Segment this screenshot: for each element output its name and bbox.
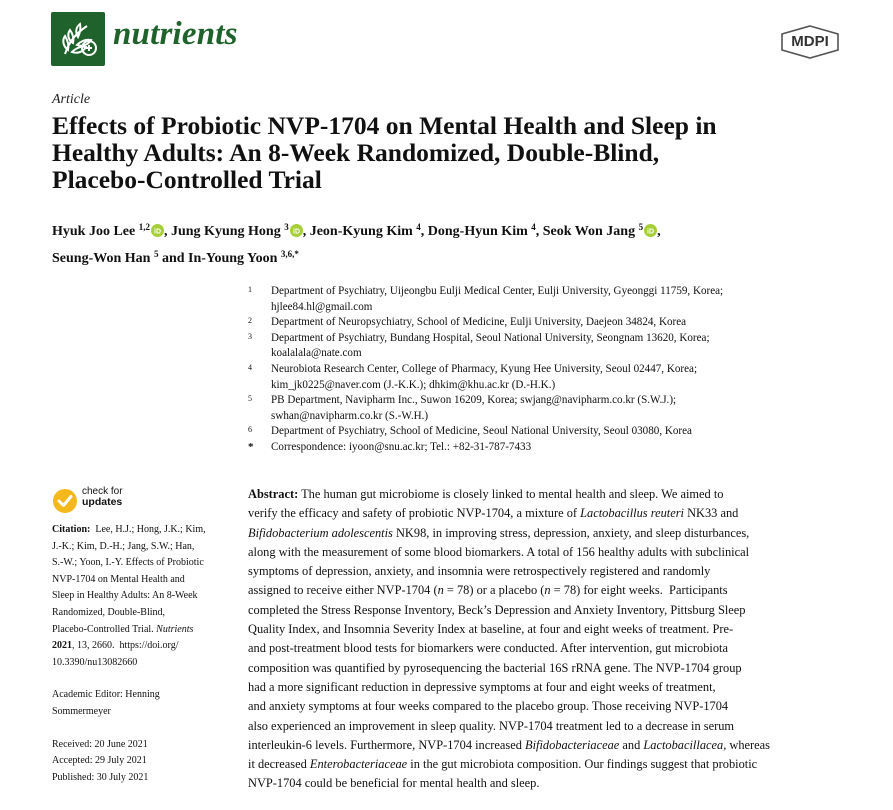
abstract-line: and anxiety symptoms at four weeks compared to the placebo group. Those receiving NVP-1704 xyxy=(248,699,729,714)
citation-label: Citation: xyxy=(52,524,91,535)
affiliation-number: 4 xyxy=(248,362,252,372)
citation-line: S.-W.; Yoon, I.-Y. Effects of Probiotic xyxy=(52,557,204,569)
author-affiliation-marker: 1,2 xyxy=(138,222,150,232)
affiliation-email[interactable]: kim_jk0225@naver.com (J.-K.K.); dhkim@khu.ac.kr (D.-H.K.) xyxy=(271,378,556,391)
citation-line xyxy=(52,522,232,539)
affiliation-number: 1 xyxy=(248,285,252,294)
abstract-species: Lactobacillacea xyxy=(643,737,724,752)
affiliation-item xyxy=(248,331,828,362)
citation-journal: Nutrients xyxy=(156,623,194,635)
published-date: Published: 30 July 2021 xyxy=(52,771,149,783)
academic-editor: Academic Editor: Henning xyxy=(52,689,160,701)
author-name: , Jeon-Kyung Kim xyxy=(302,224,417,239)
citation-block xyxy=(52,522,232,671)
author-affiliation-marker: 5 xyxy=(153,249,159,259)
check-updates-label xyxy=(82,487,123,507)
abstract-species: Lactobacillus reuteri xyxy=(580,506,684,521)
svg-text:iD: iD xyxy=(292,228,300,236)
publisher-name: MDPI xyxy=(791,33,829,50)
svg-text:iD: iD xyxy=(154,228,161,236)
citation-line: Sleep in Healthy Adults: An 8-Week xyxy=(52,590,198,602)
received-date: Received: 20 June 2021 xyxy=(52,738,148,750)
abstract-line xyxy=(248,755,853,774)
abstract-line xyxy=(248,736,853,755)
citation-line xyxy=(52,622,232,639)
abstract-line xyxy=(248,485,853,504)
abstract-line: Quality Index, and Insomnia Severity Index at baseline, at four and eight weeks of treatment. Pre- xyxy=(248,622,734,637)
author-affiliation-marker: 4 xyxy=(531,222,536,232)
affiliation-item xyxy=(248,315,828,331)
abstract-variable: n xyxy=(544,583,551,598)
affiliation-email[interactable]: koalalala@nate.com xyxy=(271,347,362,360)
abstract-line: completed the Stress Response Inventory, Beck’s Depression and Anxiety Inventory, Pittsburg Sleep xyxy=(248,602,746,617)
abstract-text: assigned to receive either NVP-1704 ( xyxy=(248,583,438,598)
abstract-label: Abstract: xyxy=(248,487,299,501)
affiliation-text: Department of Psychiatry, Bundang Hospital, Seoul National University, Seongnam 13620, Korea; xyxy=(271,331,710,344)
correspondence-text[interactable]: Correspondence: iyoon@snu.ac.kr; Tel.: +82-31-787-7433 xyxy=(271,440,532,453)
abstract-line: also experienced an improvement in sleep quality. NVP-1704 treatment led to a decrease in serum xyxy=(248,718,735,733)
abstract-species: Bifidobacterium adolescentis xyxy=(248,525,393,540)
affiliation-email[interactable]: hjlee84.hl@gmail.com xyxy=(271,300,373,313)
orcid-icon[interactable] xyxy=(151,224,164,237)
abstract xyxy=(248,485,853,794)
academic-editor-name: Sommermeyer xyxy=(52,705,111,717)
affiliation-item xyxy=(248,393,828,424)
svg-text:iD: iD xyxy=(647,228,655,236)
abstract-line: symptoms of depression, anxiety, and insomnia were retrospectively registered and randomly xyxy=(248,564,711,579)
citation-doi-prefix[interactable]: , 13, 2660. https://doi.org/ xyxy=(72,640,179,652)
author-name: and In-Young Yoon xyxy=(158,251,281,266)
abstract-variable: n xyxy=(437,583,444,598)
author-affiliation-marker: 3,6,* xyxy=(280,249,299,259)
affiliation-text: Department of Psychiatry, School of Medicine, Seoul National University, Seoul 03080, Korea xyxy=(271,425,692,438)
accepted-date: Accepted: 29 July 2021 xyxy=(52,755,147,767)
citation-year: 2021 xyxy=(52,640,72,652)
abstract-text: = 78) for eight weeks. Participants xyxy=(550,583,728,598)
abstract-line: composition was quantified by pyrosequencing the bacterial 16S rRNA gene. The NVP-1704 group xyxy=(248,660,742,675)
title-line: Effects of Probiotic NVP-1704 on Mental Health and Sleep in xyxy=(52,111,717,140)
check-updates-line2: updates xyxy=(82,496,123,508)
affiliation-list xyxy=(248,284,828,456)
affiliation-number: 3 xyxy=(248,331,252,341)
citation-line: J.-K.; Kim, D.-H.; Jang, S.W.; Han, xyxy=(52,540,195,552)
affiliation-item xyxy=(248,424,828,440)
author-name: , Seok Won Jang xyxy=(535,224,639,239)
abstract-line xyxy=(248,581,853,600)
affiliation-number: 5 xyxy=(248,394,252,404)
orcid-icon[interactable] xyxy=(290,224,303,237)
author-affiliation-marker: 5 xyxy=(638,222,644,232)
abstract-line: had a more significant reduction in depressive symptoms at four and eight weeks of treatment, xyxy=(248,679,716,694)
affiliation-number: 6 xyxy=(248,425,252,435)
abstract-species: Enterobacteriaceae xyxy=(309,757,408,772)
title-line: Placebo-Controlled Trial xyxy=(52,165,322,194)
author-line: Hyuk Joo Lee $^{1,2}$ iD , Jung Kyung Hong $^3$ iD , Jeon-Kyung Kim $^4$, Dong-Hyun Kim $^4$, Seok Won Jang $^5$ iD , xyxy=(52,222,661,239)
check-for-updates-badge[interactable] xyxy=(52,486,232,518)
abstract-text: = 78) or a placebo ( xyxy=(443,583,545,598)
affiliation-email[interactable]: swhan@navipharm.co.kr (S.-W.H.) xyxy=(271,409,429,422)
affiliation-item xyxy=(248,362,828,393)
abstract-line xyxy=(248,524,853,543)
abstract-species: Bifidobacteriaceae xyxy=(525,737,620,752)
citation-line: Randomized, Double-Blind, xyxy=(52,606,166,618)
affiliation-item xyxy=(248,284,828,315)
affiliation-text: PB Department, Navipharm Inc., Suwon 16209, Korea; swjang@navipharm.co.kr (S.W.J.); xyxy=(271,394,677,407)
citation-text: Lee, H.J.; Hong, J.K.; Kim, xyxy=(90,524,206,535)
affiliation-text: Neurobiota Research Center, College of Pharmacy, Kyung Hee University, Seoul 02447, Korea; xyxy=(271,362,698,375)
author-affiliation-marker: 3 xyxy=(284,222,289,232)
abstract-text: , whereas xyxy=(723,737,771,752)
citation-line xyxy=(52,638,232,655)
abstract-text: The human gut microbiome is closely linked to mental health and sleep. We aimed to xyxy=(298,487,724,501)
publisher-logo xyxy=(779,24,841,60)
author-name: , Dong-Hyun Kim xyxy=(420,224,532,239)
check-updates-icon xyxy=(52,488,78,514)
title-line: Healthy Adults: An 8-Week Randomized, Double-Blind, xyxy=(52,138,660,167)
correspondence xyxy=(248,440,828,456)
abstract-text: interleukin-6 levels. Furthermore, NVP-1704 increased xyxy=(248,737,525,752)
article-type: Article xyxy=(52,92,91,107)
citation-text: Placebo-Controlled Trial. xyxy=(52,623,157,635)
journal-name: nutrients xyxy=(113,16,238,52)
citation-line: NVP-1704 on Mental Health and xyxy=(52,573,185,585)
journal-logo-icon xyxy=(51,12,105,66)
article-sidebar xyxy=(52,486,232,786)
author-list xyxy=(52,216,872,270)
correspondence-mark: * xyxy=(248,440,254,453)
abstract-line xyxy=(248,504,853,523)
citation-doi[interactable]: 10.3390/nu13082660 xyxy=(52,656,138,668)
abstract-line: along with the measurement of some blood biomarkers. A total of 156 healthy adults with subclinical xyxy=(248,544,750,559)
abstract-text: NK33 and xyxy=(683,506,739,521)
author-name: Hyuk Joo Lee xyxy=(52,224,139,239)
author-name: Seung-Won Han xyxy=(52,251,154,266)
affiliation-text: Department of Neuropsychiatry, School of Medicine, Eulji University, Daejeon 34824, Korea xyxy=(271,316,687,329)
affiliation-text: Department of Psychiatry, Uijeongbu Eulji Medical Center, Eulji University, Gyeonggi 11759, Korea; xyxy=(271,285,724,297)
author-line xyxy=(52,243,872,270)
abstract-line: and post-treatment blood tests for biomarkers were conducted. After intervention, gut microbiota xyxy=(248,641,728,656)
abstract-text: in the gut microbiota composition. Our findings suggest that probiotic xyxy=(407,757,758,772)
journal-header xyxy=(51,8,851,68)
author-affiliation-marker: 4 xyxy=(416,222,421,232)
abstract-text: verify the efficacy and safety of probiotic NVP-1704, a mixture of xyxy=(248,506,581,521)
affiliation-number: 2 xyxy=(248,316,252,326)
abstract-text: it decreased xyxy=(248,757,310,772)
abstract-text: and xyxy=(619,737,644,752)
author-name: , Jung Kyung Hong xyxy=(163,224,285,239)
abstract-text: NK98, in improving stress, depression, anxiety, and sleep disturbances, xyxy=(392,525,750,540)
article-title xyxy=(52,112,852,193)
orcid-icon[interactable] xyxy=(644,224,657,237)
check-updates-line1: check for xyxy=(82,486,123,497)
abstract-line: NVP-1704 could be beneficial for mental health and sleep. xyxy=(248,776,540,791)
